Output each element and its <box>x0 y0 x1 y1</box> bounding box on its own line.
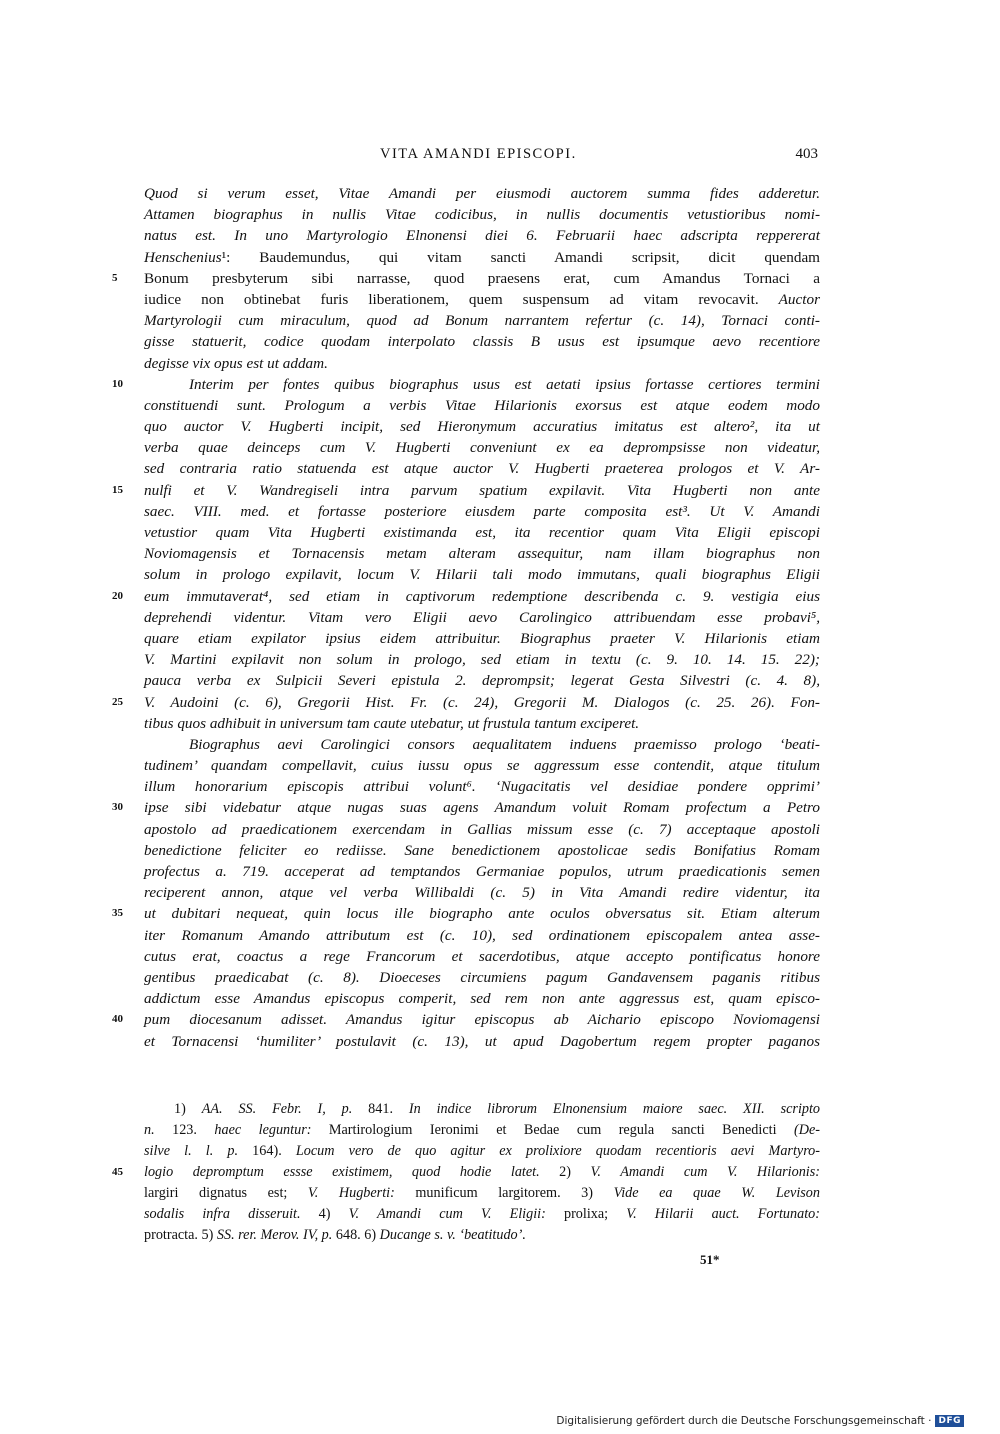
body-line <box>144 225 820 246</box>
text-run: solum in prologo expilavit, locum V. Hilarii tali modo immutans, quali biographus Eligii <box>144 566 820 584</box>
line-number: 5 <box>112 271 118 284</box>
footnote-line <box>144 1225 820 1246</box>
text-run: haec leguntur: <box>214 1122 312 1138</box>
body-line <box>144 755 820 776</box>
text-run: (De- <box>794 1122 820 1138</box>
text-run: Noviomagensis et Tornacensis metam alteram assequitur, nam illam biographus non <box>144 545 820 563</box>
body-line <box>144 458 820 479</box>
text-run: Auctor <box>778 290 820 308</box>
text-run: Martirologium Ieronimi et Bedae cum regula sancti Benedicti <box>311 1122 794 1138</box>
page-number: 403 <box>795 146 818 162</box>
text-run: reciperent annon, atque vel verba Willibaldi (c. 5) in Vita Amandi redire videntur, ita <box>144 884 820 902</box>
body-line <box>144 607 820 628</box>
text-run: 1) <box>174 1101 202 1117</box>
text-run: ipse sibi videbatur atque nugas suas agens Amandum voluit Romam profectum a Petro <box>144 799 820 817</box>
text-run: addictum esse Amandus episcopus comperit, sed rem non ante aggressus est, quam episco- <box>144 990 820 1008</box>
text-run: nulfi et V. Wandregiseli intra parvum spatium expilavit. Vita Hugberti non ante <box>144 481 820 499</box>
text-run: AA. SS. Febr. I, p. <box>201 1101 353 1117</box>
text-run: V. Amandi cum V. Eligii: <box>348 1206 546 1222</box>
body-line <box>144 776 820 797</box>
text-run: et Tornacensi ‘humiliter’ postulavit (c. 13), ut apud Dagobertum regem propter paganos <box>144 1032 820 1050</box>
body-line <box>112 692 820 713</box>
text-run: In indice librorum Elnonensium maiore saec. XII. scripto <box>408 1101 821 1117</box>
text-run: V. Hilarii auct. Fortunato: <box>626 1206 820 1222</box>
text-run: largiri dignatus est; <box>144 1185 308 1201</box>
digitization-credit <box>556 1413 964 1429</box>
body-line <box>144 628 820 649</box>
text-run: ¹: Baudemundus, qui vitam sancti Amandi scripsit, dicit quendam <box>221 248 820 266</box>
body-line <box>144 183 820 204</box>
body-line <box>144 416 820 437</box>
body-line <box>144 395 820 416</box>
body-line <box>144 501 820 522</box>
text-run: V. Martini expilavit non solum in prologo, sed etiam in textu (c. 9. 10. 14. 15. 22); <box>144 651 820 669</box>
line-number: 25 <box>112 695 123 708</box>
body-line <box>112 374 820 395</box>
body-line <box>144 734 820 755</box>
footnote-line <box>144 1183 820 1204</box>
text-run: Interim per fontes quibus biographus usus est aetati ipsius fortasse certiores termini <box>189 375 820 393</box>
body-line <box>144 522 820 543</box>
body-line <box>144 946 820 967</box>
body-line <box>144 353 820 374</box>
text-run: Henschenius <box>144 248 222 266</box>
text-run: 2) <box>539 1164 591 1180</box>
text-run: gisse statuerit, codice quodam interpolato classis B usus est ipsumque aevo recentiore <box>144 333 820 351</box>
body-line <box>144 840 820 861</box>
text-run: V. Audoini (c. 6), Gregorii Hist. Fr. (c. 24), Gregorii M. Dialogos (c. 25. 26). Fon- <box>144 693 820 711</box>
text-run: V. Hugberti: <box>307 1185 395 1201</box>
text-run: constituendi sunt. Prologum a verbis Vitae Hilarionis exorsus est atque eodem modo <box>144 396 820 414</box>
dfg-logo: DFG <box>935 1415 964 1427</box>
text-run: Attamen biographus in nullis Vitae codicibus, in nullis documentis vetustioribus nomi- <box>144 206 820 224</box>
footnote-line <box>144 1120 820 1141</box>
text-run: n. <box>144 1122 155 1138</box>
body-line <box>112 903 820 924</box>
text-run: iter Romanum Amando attributum est (c. 10), sed ordinationem episcopalem antea asse- <box>144 926 820 944</box>
footnotes <box>112 1099 821 1246</box>
body-line <box>144 649 820 670</box>
text-run: tibus quos adhibuit in universum tam caute utebatur, ut frustula tantum exciperet. <box>144 714 640 732</box>
credit-text: Digitalisierung gefördert durch die Deutsche Forschungsgemeinschaft · <box>556 1415 932 1427</box>
text-run: Martyrologii cum miraculum, quod ad Bonum narrantem refertur (c. 14), Tornaci conti- <box>144 312 820 330</box>
line-number: 40 <box>112 1013 123 1026</box>
text-run: silve l. l. p. <box>144 1143 239 1159</box>
body-line <box>112 268 820 289</box>
text-run: prolixa; <box>545 1206 627 1222</box>
text-run: illum honorarium episcopis attribui volunt⁶. ‘Nugacitatis vel desidiae pondere opprimi’ <box>144 778 820 796</box>
text-run: saec. VIII. med. et fortasse posteriore eiusdem parte composita est³. Ut V. Amandi <box>144 502 820 520</box>
text-run: natus est. In uno Martyrologio Elnonensi diei 6. Februarii haec adscripta reppererat <box>144 227 820 245</box>
text-run: degisse vix opus est ut addam. <box>144 354 328 372</box>
footnote-line <box>144 1141 820 1162</box>
text-run: pum diocesanum adisset. Amandus igitur episcopus ab Aichario episcopo Noviomagensi <box>144 1011 820 1029</box>
body-line <box>144 967 820 988</box>
text-run: deprehendi videntur. Vitam vero Eligii aevo Carolingico attribuendam esse probavi⁵, <box>144 608 820 626</box>
signature-mark: 51* <box>700 1252 720 1267</box>
body-line <box>144 925 820 946</box>
body-line <box>144 310 820 331</box>
line-number: 10 <box>112 377 123 390</box>
body-line <box>144 713 820 734</box>
text-run: eum immutaverat⁴, sed etiam in captivorum redemptione describenda c. 9. vestigia eius <box>144 587 820 605</box>
text-run: cutus erat, coactus a rege Francorum et sacerdotibus, atque accepto pontificatus honore <box>144 947 820 965</box>
text-run: iudice non obtinebat furis liberationem, quem suspensum ad vitam revocavit. <box>144 290 779 308</box>
footnote-line <box>112 1162 820 1183</box>
text-run: 164). <box>238 1143 296 1159</box>
text-run: protracta. 5) <box>144 1227 217 1243</box>
text-run: sodalis infra disseruit. <box>144 1206 301 1222</box>
body-line <box>144 882 820 903</box>
text-run: quare etiam expilator ipsius eidem attribuitur. Biographus praeter V. Hilarionis etiam <box>144 629 820 647</box>
text-run: gentibus praedicabat (c. 8). Dioeceses circumiens pagum Gandavensem paganis ritibus <box>144 968 820 986</box>
body-line <box>144 988 820 1009</box>
text-run: ut dubitari nequeat, quin locus ille biographo ante oculos obversatus sit. Etiam alterum <box>144 905 820 923</box>
text-run: Quod si verum esset, Vitae Amandi per eiusmodi auctorem summa fides adderetur. <box>144 185 820 202</box>
footnote-line <box>144 1099 820 1120</box>
text-run: munificum largitorem. 3) <box>394 1185 614 1201</box>
body-line <box>112 480 820 501</box>
text-run: sed contraria ratio statuenda est atque auctor V. Hugberti praeterea prologos et V. Ar- <box>144 460 820 478</box>
text-run: Bonum presbyterum sibi narrasse, quod praesens erat, cum Amandus Tornaci a <box>144 269 820 287</box>
text-run: Vide ea quae W. Levison <box>613 1185 820 1201</box>
footnote-line <box>144 1204 820 1225</box>
text-run: logio depromptum essse existimem, quod hodie latet. <box>144 1164 540 1180</box>
body-line <box>144 331 820 352</box>
body-line <box>144 247 820 268</box>
text-run: V. Amandi cum V. Hilarionis: <box>590 1164 820 1180</box>
text-run: verba quae deinceps cum V. Hugberti conveniunt ex ea deprompsisse non videatur, <box>144 439 820 457</box>
text-run: benedictione feliciter eo rediisse. Sane benedictionem apostolicae sedis Bonifatius Romam <box>144 841 820 859</box>
body-line <box>144 437 820 458</box>
text-run: 648. 6) <box>332 1227 380 1243</box>
text-run: apostolo ad praedicationem exercendam in Gallias missum esse (c. 7) acceptaque apostoli <box>144 820 820 838</box>
body-line <box>144 819 820 840</box>
body-line <box>144 204 820 225</box>
body-line <box>112 586 820 607</box>
text-run: 841. <box>352 1101 409 1117</box>
text-run: Biographus aevi Carolingici consors aequalitatem induens praemisso prologo ‘beati- <box>189 735 820 753</box>
running-title: VITA AMANDI EPISCOPI. <box>380 146 577 162</box>
body-line <box>112 1009 820 1030</box>
line-number: 20 <box>112 589 123 602</box>
text-run: SS. rer. Merov. IV, p. <box>216 1227 333 1243</box>
line-number: 35 <box>112 907 123 920</box>
body-text <box>112 183 820 1052</box>
page-header <box>144 146 820 168</box>
text-run: tudinem’ quandam compellavit, cuius iussu opus se aggressum esse contendit, atque titulum <box>144 757 820 775</box>
text-run: quo auctor V. Hugberti incipit, sed Hieronymum accuratius imitatus est altero², ita ut <box>144 418 820 436</box>
line-number: 45 <box>112 1166 123 1178</box>
body-line <box>112 797 820 818</box>
text-run: 4) <box>300 1206 349 1222</box>
line-number: 15 <box>112 483 123 496</box>
line-number: 30 <box>112 801 123 814</box>
body-line <box>144 861 820 882</box>
text-run: profectus a. 719. acceperat ad temptandos Germaniae populos, utrum praedicationis semen <box>144 863 820 880</box>
body-line <box>144 564 820 585</box>
text-run: 123. <box>154 1122 215 1138</box>
text-run: Ducange s. v. ‘beatitudo’. <box>379 1227 526 1243</box>
text-run: vetustior quam Vita Hugberti existimanda est, ita recentior quam Vita Eligii episcopi <box>144 524 820 541</box>
body-line <box>144 289 820 310</box>
body-line <box>144 543 820 564</box>
body-line <box>144 670 820 691</box>
text-run: pauca verba ex Sulpicii Severi epistula 2. deprompsit; legerat Gesta Silvestri (c. 4. 8), <box>144 672 820 690</box>
body-line <box>144 1031 820 1052</box>
text-run: Locum vero de quo agitur ex prolixiore quodam recentioris aevi Martyro- <box>295 1143 821 1159</box>
